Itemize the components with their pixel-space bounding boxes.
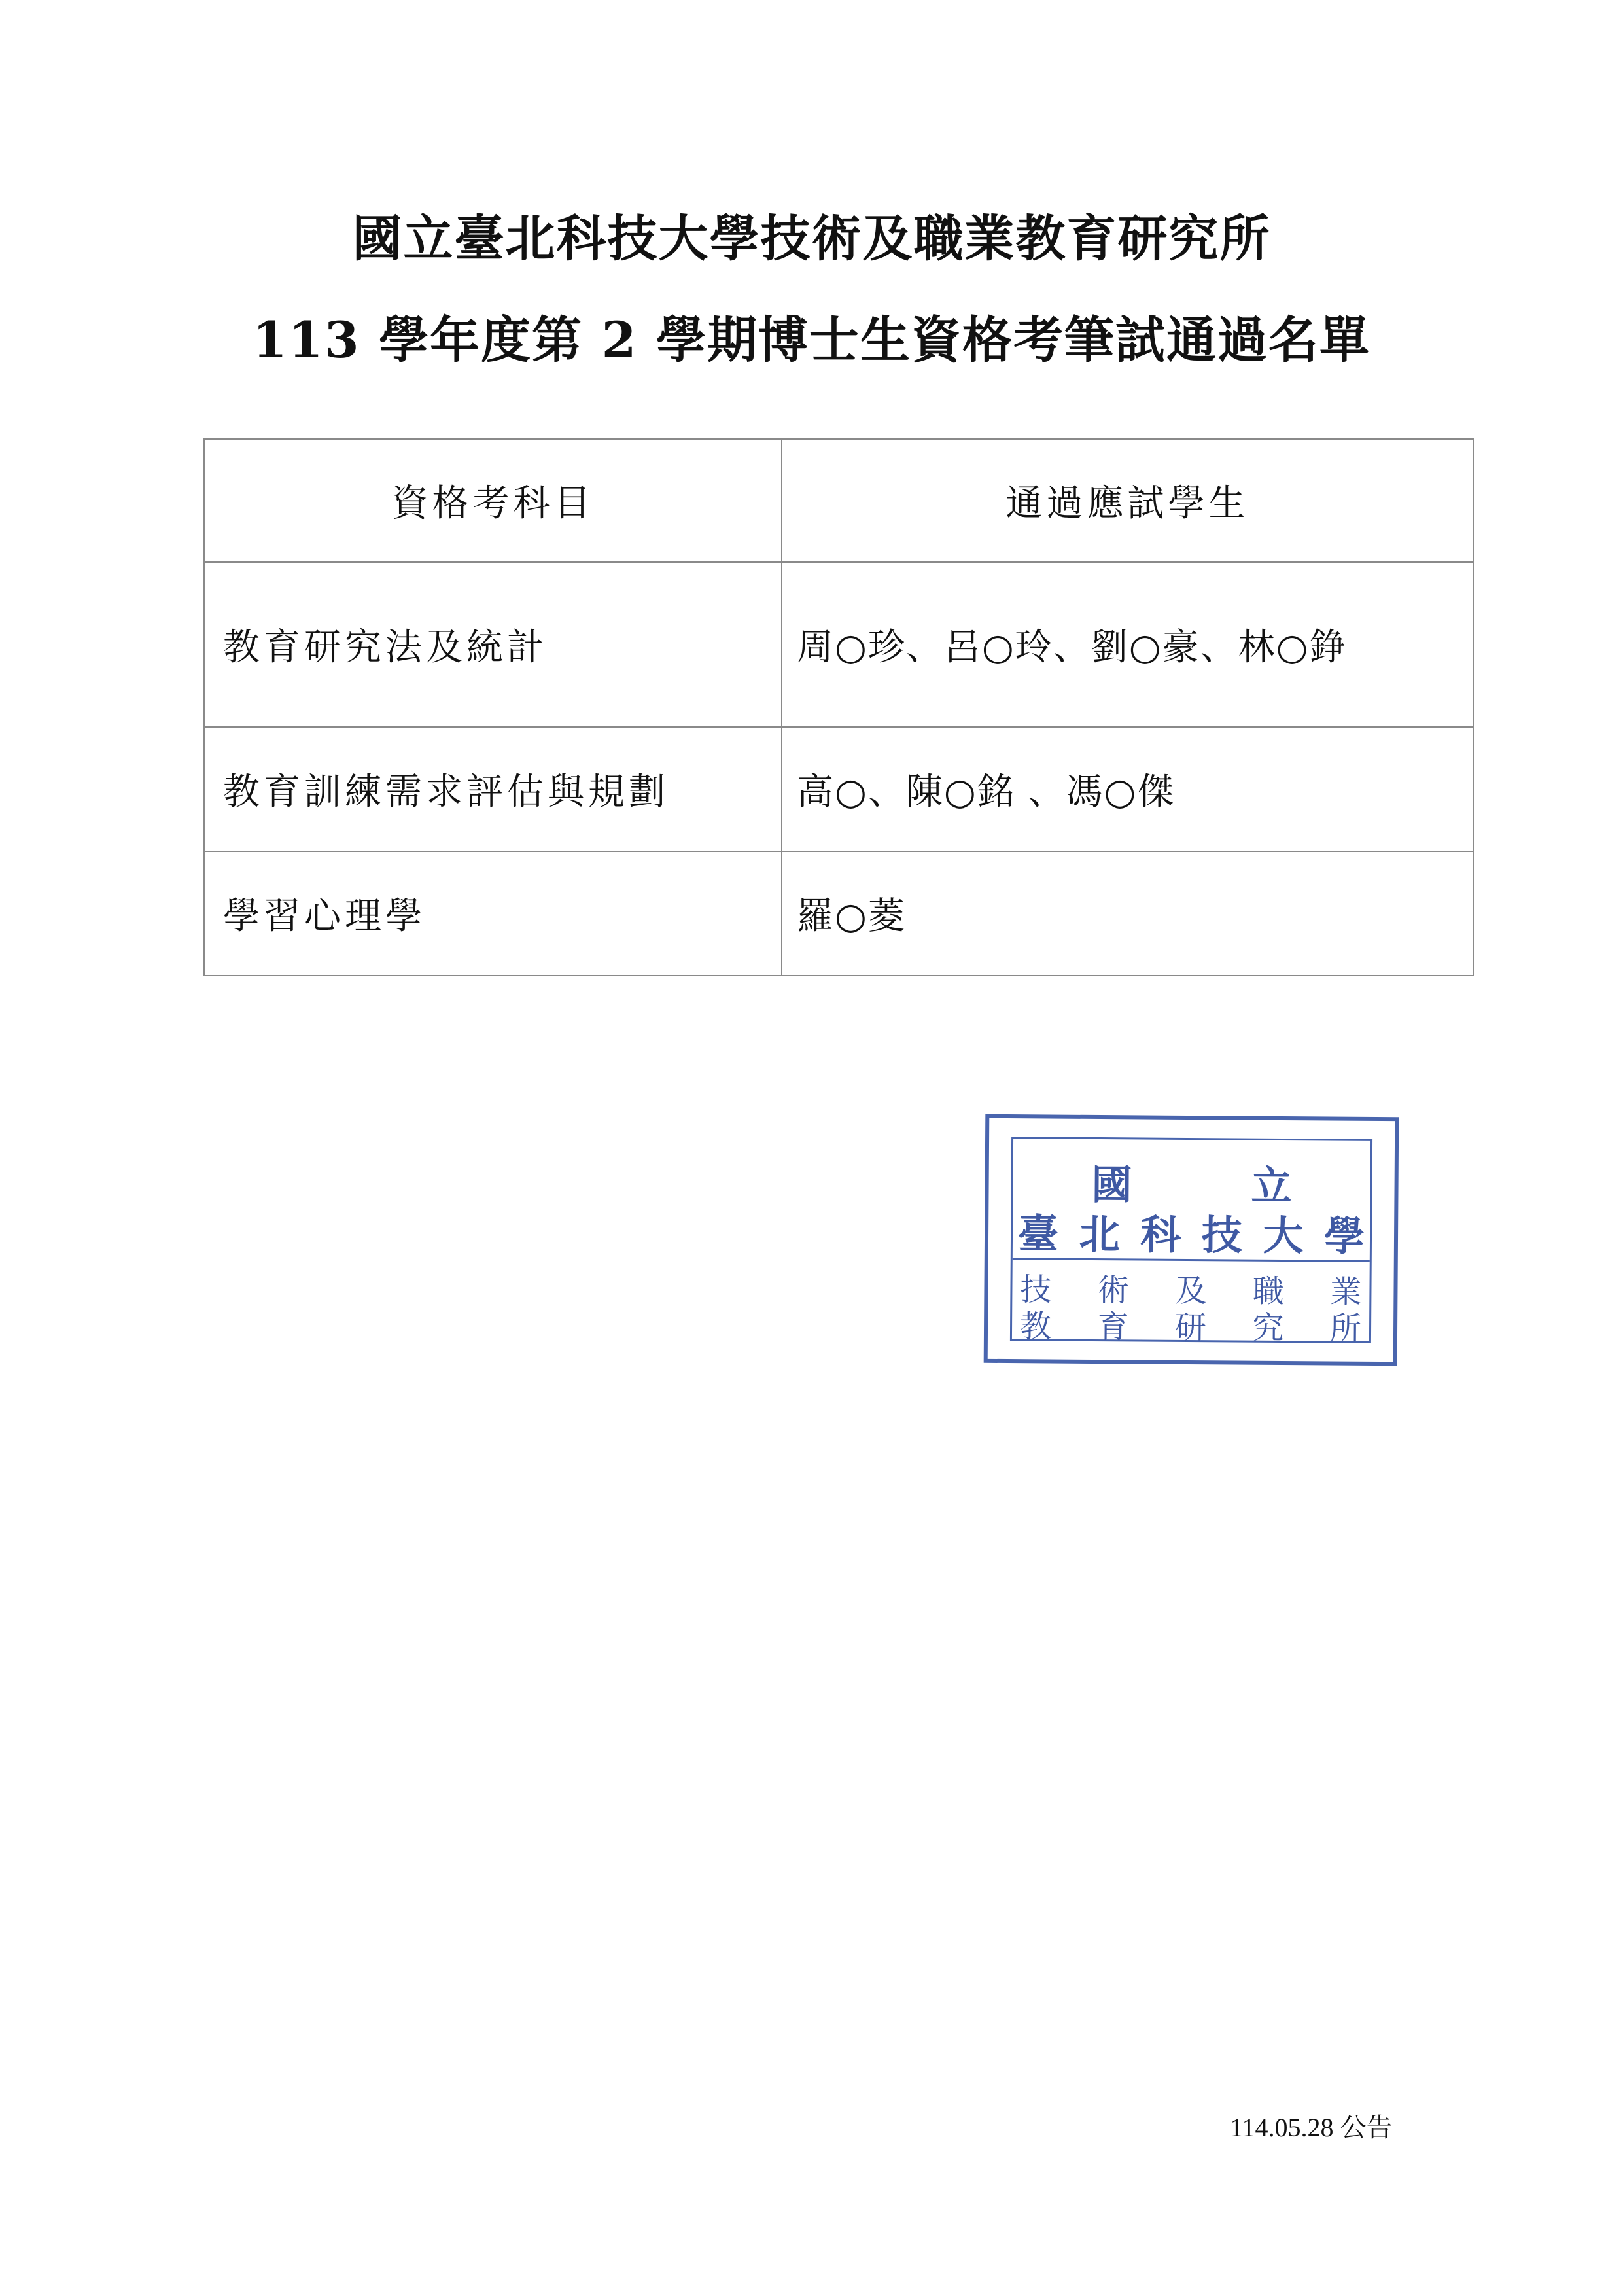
seal-char: 職 xyxy=(1252,1273,1285,1310)
table-row xyxy=(204,851,1473,976)
column-header-subject: 資格考科目 xyxy=(204,439,782,562)
seal-char: 立 xyxy=(1251,1161,1292,1210)
seal-char: 育 xyxy=(1097,1309,1129,1346)
seal-char: 究 xyxy=(1252,1309,1284,1347)
seal-char: 技 xyxy=(1201,1211,1243,1260)
seal-char: 學 xyxy=(1323,1212,1365,1260)
column-header-students: 通過應試學生 xyxy=(782,439,1473,562)
subject-cell: 學習心理學 xyxy=(204,851,782,976)
seal-char: 大 xyxy=(1263,1211,1304,1260)
table-header-row xyxy=(204,439,1473,562)
seal-char: 教 xyxy=(1019,1308,1052,1345)
students-cell: 高○、陳○銘 、馮○傑 xyxy=(782,727,1473,851)
subject-cell: 教育訓練需求評估與規劃 xyxy=(204,727,782,851)
students-cell: 羅○菱 xyxy=(782,851,1473,976)
seal-char: 業 xyxy=(1330,1273,1362,1311)
pass-list-table xyxy=(203,438,1474,976)
students-cell: 周○珍、呂○玲、劉○豪、林○錚 xyxy=(782,562,1473,727)
seal-char: 國 xyxy=(1091,1160,1132,1209)
announcement-date: 114.05.28 公告 xyxy=(1230,2113,1393,2142)
seal-char: 北 xyxy=(1079,1210,1120,1259)
seal-char: 臺 xyxy=(1017,1210,1059,1258)
seal-char: 研 xyxy=(1174,1309,1207,1347)
page-subtitle: 113 學年度第 2 學期博士生資格考筆試通過名單 xyxy=(253,311,1370,369)
seal-row-bottom-2 xyxy=(1012,1301,1369,1349)
seal-char: 科 xyxy=(1140,1210,1181,1259)
seal-char: 術 xyxy=(1097,1272,1130,1309)
table-row xyxy=(204,727,1473,851)
seal-char: 及 xyxy=(1175,1272,1207,1310)
table-row xyxy=(204,562,1473,727)
seal-row-top-2 xyxy=(1013,1201,1370,1262)
seal-inner-frame xyxy=(1010,1137,1372,1347)
seal-char: 所 xyxy=(1329,1310,1362,1347)
page-title: 國立臺北科技大學技術及職業教育研究所 xyxy=(352,209,1271,268)
subject-cell: 教育研究法及統計 xyxy=(204,562,782,727)
seal-char: 技 xyxy=(1020,1271,1052,1309)
official-seal xyxy=(984,1114,1399,1366)
